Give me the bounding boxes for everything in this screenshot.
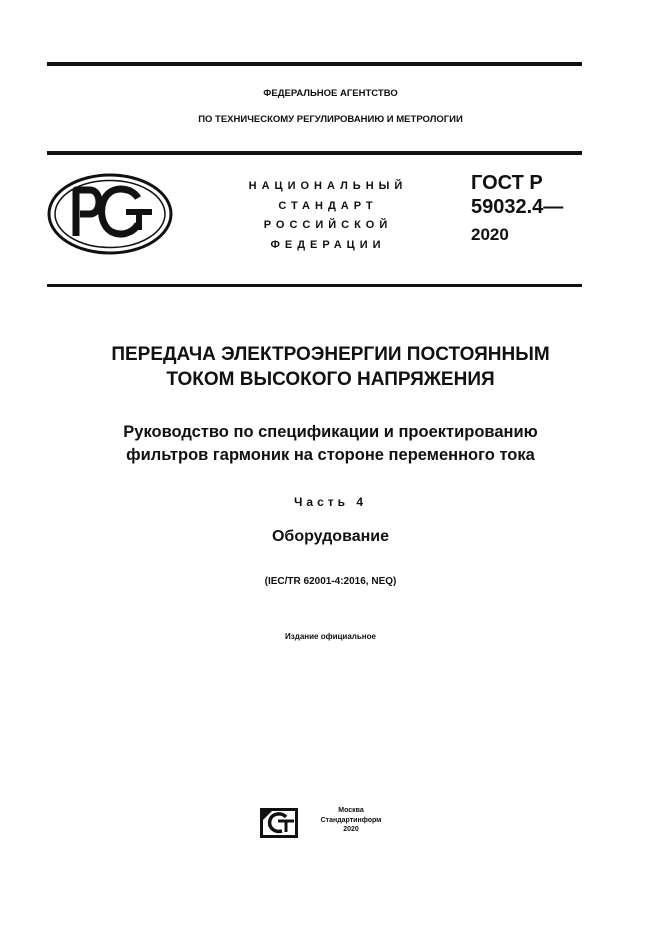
designation-line-2: 59032.4— — [471, 196, 564, 218]
national-standard-label — [228, 177, 428, 255]
subtitle-line-1: Руководство по спецификации и проектированию — [123, 423, 538, 441]
agency-line-1: ФЕДЕРАЛЬНОЕ АГЕНТСТВО — [263, 88, 398, 99]
bottom-rule — [47, 284, 582, 287]
publisher-name: Стандартинформ — [320, 816, 382, 824]
publisher-info — [306, 806, 396, 835]
subtitle-line-2: фильтров гармоник на стороне переменного тока — [126, 446, 535, 464]
title-line-2: ТОКОМ ВЫСОКОГО НАПРЯЖЕНИЯ — [166, 369, 495, 390]
natstd-line-1: НАЦИОНАЛЬНЫЙ — [248, 180, 408, 192]
document-title — [0, 342, 661, 392]
title-line-1: ПЕРЕДАЧА ЭЛЕКТРОЭНЕРГИИ ПОСТОЯННЫМ — [111, 344, 550, 365]
middle-rule — [47, 151, 582, 155]
document-subtitle — [0, 421, 661, 467]
part-name: Оборудование — [271, 528, 389, 545]
top-rule — [47, 62, 582, 66]
rst-logo-icon — [46, 172, 174, 256]
publisher-year: 2020 — [343, 826, 359, 833]
designation-year: 2020 — [471, 225, 509, 244]
agency-line-2: ПО ТЕХНИЧЕСКОМУ РЕГУЛИРОВАНИЮ И МЕТРОЛОГИИ — [198, 114, 463, 125]
designation-line-1: ГОСТ Р — [471, 172, 543, 194]
edition-note: Издание официальное — [285, 632, 376, 641]
natstd-line-3: РОССИЙСКОЙ — [263, 219, 393, 231]
standard-designation — [471, 171, 563, 247]
natstd-line-2: СТАНДАРТ — [278, 199, 378, 212]
publisher-city: Москва — [338, 807, 364, 814]
natstd-line-4: ФЕДЕРАЦИИ — [270, 238, 386, 251]
part-label: Часть 4 — [293, 495, 368, 509]
standartinform-logo-icon — [260, 808, 298, 838]
iec-reference: (IEC/TR 62001-4:2016, NEQ) — [264, 576, 397, 587]
